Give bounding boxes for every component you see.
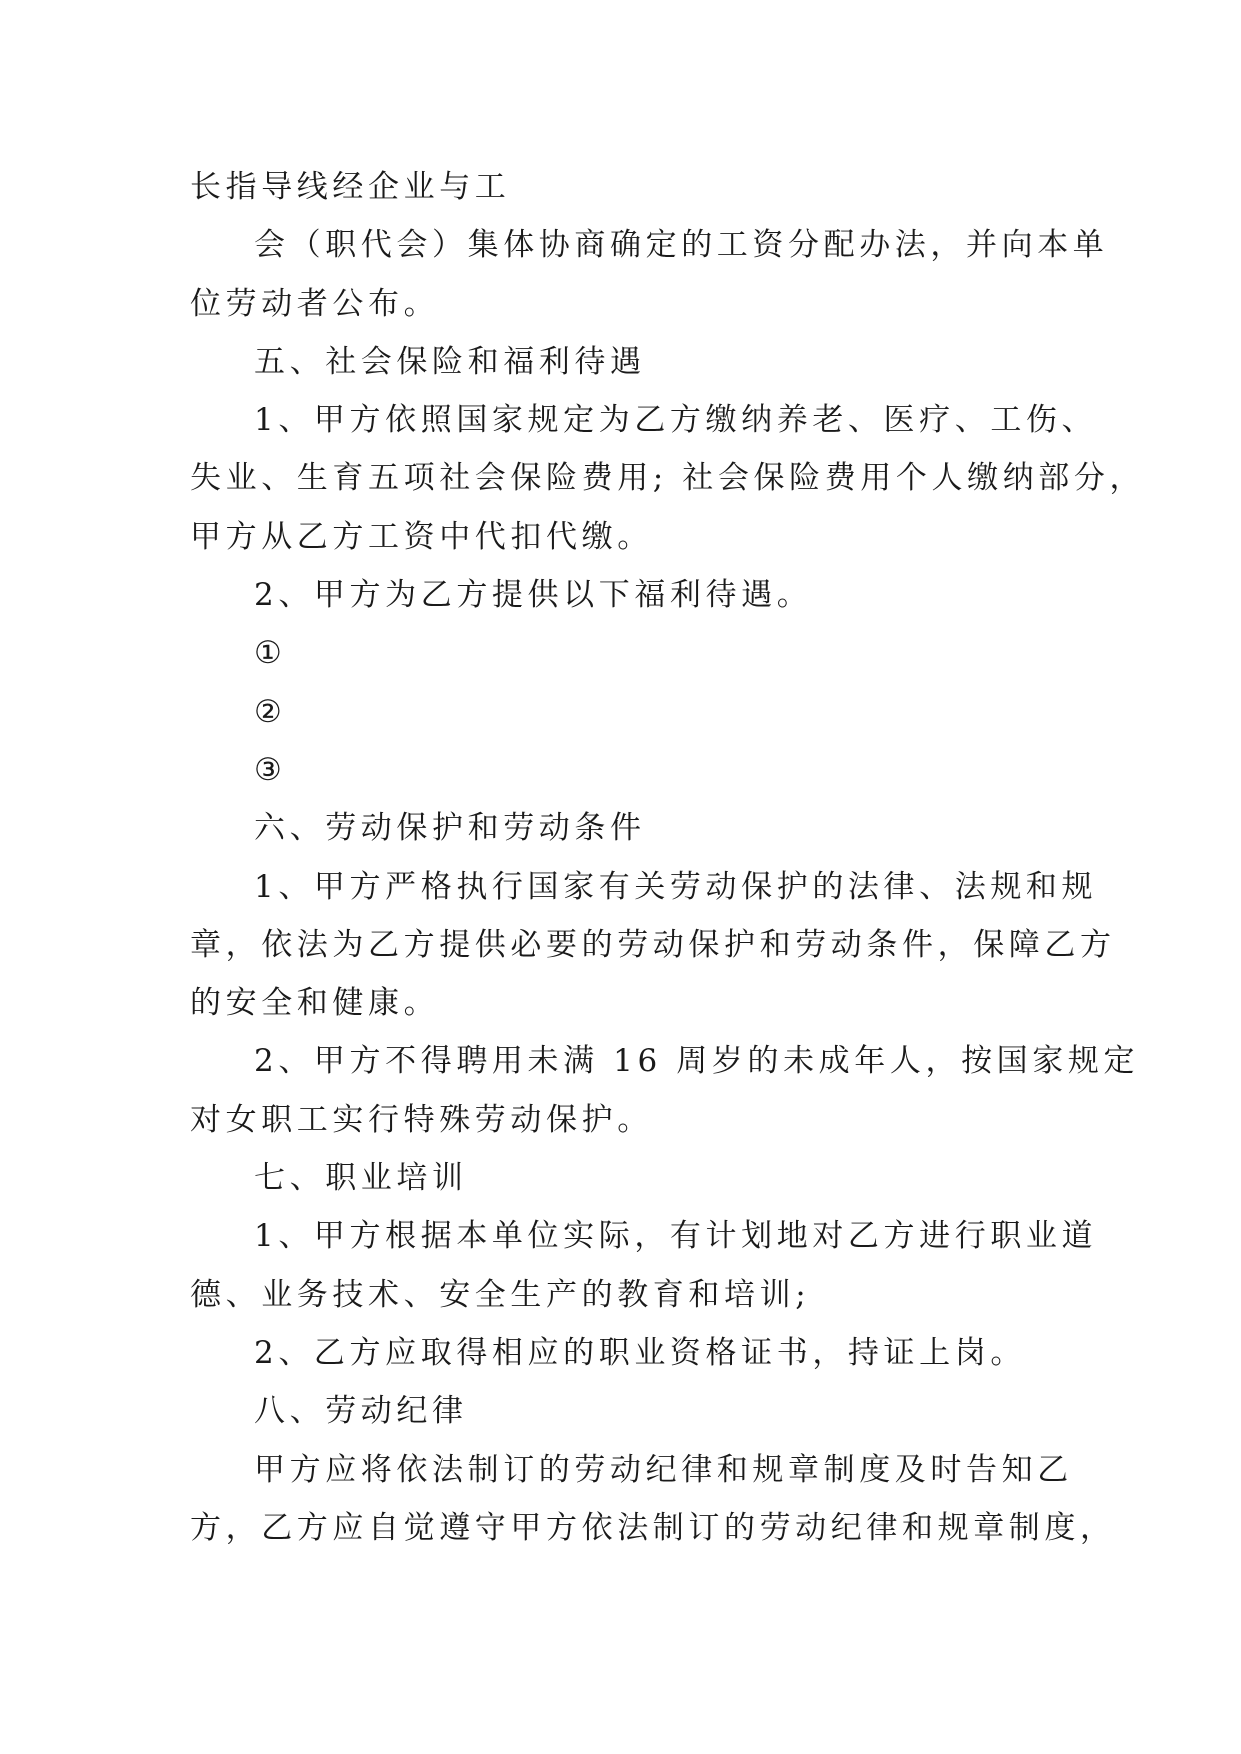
text-line-8: 2、甲方为乙方提供以下福利待遇。 [254, 577, 813, 614]
document-body [190, 158, 1146, 1557]
text-line-15: 的安全和健康。 [190, 985, 440, 1022]
section-heading-labor-protection: 六、劳动保护和劳动条件 [254, 810, 646, 847]
text-line-17: 对女职工实行特殊劳动保护。 [190, 1101, 653, 1138]
text-line-1: 长指导线经企业与工 [190, 169, 511, 205]
text-line-23: 甲方应将依法制订的劳动纪律和规章制度及时告知乙 [254, 1451, 1073, 1488]
text-line-14: 章，依法为乙方提供必要的劳动保护和劳动条件，保障乙方 [190, 926, 1116, 963]
text-line-19: 1、甲方根据本单位实际，有计划地对乙方进行职业道 [254, 1218, 1098, 1255]
list-item-3: ③ [254, 751, 287, 788]
text-line-13: 1、甲方严格执行国家有关劳动保护的法律、法规和规 [254, 868, 1098, 905]
text-line-2: 会（职代会）集体协商确定的工资分配办法，并向本单 [254, 227, 1109, 264]
text-line-6: 失业、生育五项社会保险费用; 社会保险费用个人缴纳部分， [190, 460, 1146, 497]
text-line-16: 2、甲方不得聘用未满 16 周岁的未成年人，按国家规定 [254, 1043, 1140, 1080]
section-heading-labor-discipline: 八、劳动纪律 [254, 1393, 468, 1430]
text-line-21: 2、乙方应取得相应的职业资格证书，持证上岗。 [254, 1334, 1026, 1371]
list-item-2: ② [254, 693, 287, 730]
text-line-3: 位劳动者公布。 [190, 285, 440, 322]
text-line-5: 1、甲方依照国家规定为乙方缴纳养老、医疗、工伤、 [254, 402, 1098, 439]
text-line-24: 方，乙方应自觉遵守甲方依法制订的劳动纪律和规章制度， [190, 1509, 1116, 1546]
section-heading-vocational-training: 七、职业培训 [254, 1160, 468, 1197]
list-item-1: ① [254, 635, 287, 672]
text-line-20: 德、业务技术、安全生产的教育和培训; [190, 1276, 811, 1313]
text-line-7: 甲方从乙方工资中代扣代缴。 [190, 518, 653, 555]
section-heading-social-insurance: 五、社会保险和福利待遇 [254, 343, 646, 380]
